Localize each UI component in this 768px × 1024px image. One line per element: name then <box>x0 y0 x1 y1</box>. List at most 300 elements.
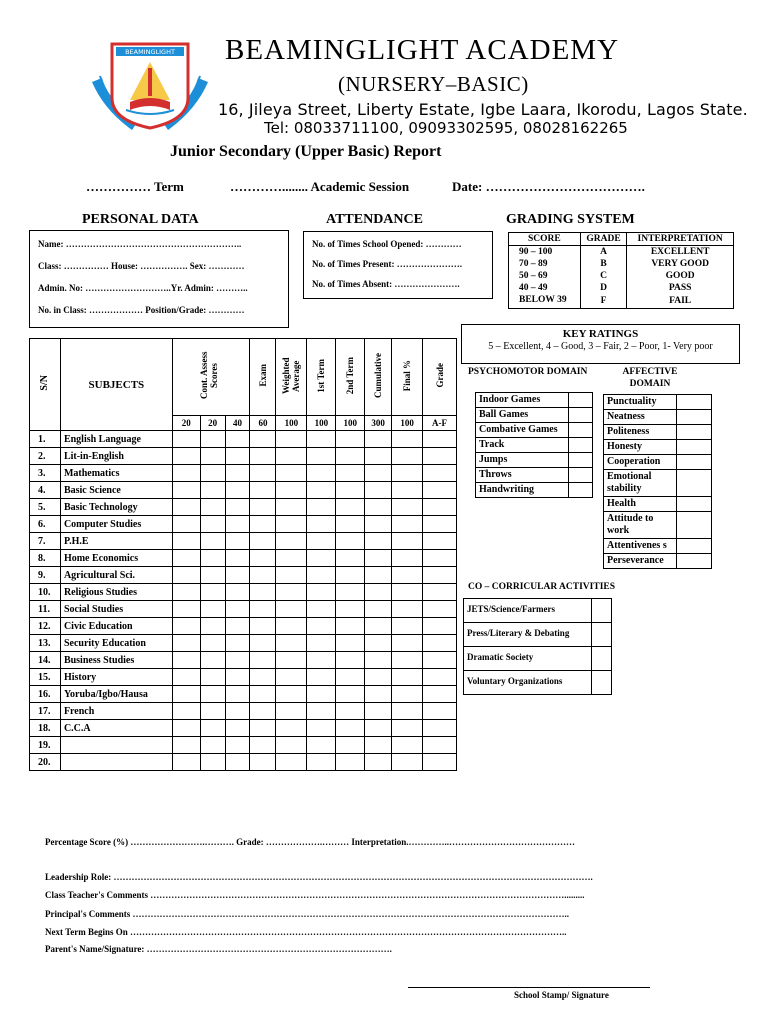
score-cell[interactable] <box>200 567 225 584</box>
affective-row <box>604 512 712 539</box>
score-cell[interactable] <box>423 465 457 482</box>
psychomotor-row <box>476 408 593 423</box>
exam-header-cell <box>250 339 276 416</box>
score-cell[interactable] <box>392 550 423 567</box>
score-cell[interactable] <box>225 686 250 703</box>
subject-name: Social Studies <box>60 601 172 618</box>
score-cell[interactable] <box>276 754 307 771</box>
score-cell[interactable] <box>225 499 250 516</box>
score-cell[interactable] <box>336 720 365 737</box>
score-cell[interactable] <box>225 601 250 618</box>
score-cell[interactable] <box>250 499 276 516</box>
score-cell[interactable] <box>365 669 392 686</box>
subject-name: Business Studies <box>60 652 172 669</box>
cocurricular-title: CO – CORRICULAR ACTIVITIES <box>468 582 616 592</box>
principal-comments-field[interactable]: Principal's Comments ……………………………………………………………………………………………………………………………….. <box>45 909 569 919</box>
name-field[interactable]: Name: ………………………………………………….. <box>38 239 242 249</box>
score-cell[interactable] <box>172 618 200 635</box>
score-cell[interactable] <box>307 720 336 737</box>
score-cell[interactable] <box>336 754 365 771</box>
score-cell[interactable] <box>200 448 225 465</box>
score-cell[interactable] <box>172 686 200 703</box>
score-cell[interactable] <box>307 533 336 550</box>
subject-sn: 16. <box>30 686 61 703</box>
grading-grade: C <box>580 270 627 282</box>
grading-header-score: SCORE <box>509 233 581 246</box>
subject-row <box>30 567 457 584</box>
score-cell[interactable] <box>172 720 200 737</box>
score-cell[interactable] <box>365 720 392 737</box>
affective-label: Politeness <box>604 425 677 440</box>
score-cell[interactable] <box>276 533 307 550</box>
psychomotor-title: PSYCHOMOTOR DOMAIN <box>468 367 588 377</box>
subject-row <box>30 448 457 465</box>
score-cell[interactable] <box>250 601 276 618</box>
score-cell[interactable] <box>336 448 365 465</box>
score-cell[interactable] <box>250 737 276 754</box>
score-cell[interactable] <box>250 465 276 482</box>
score-cell[interactable] <box>250 431 276 448</box>
score-cell[interactable] <box>336 431 365 448</box>
affective-rating-cell[interactable] <box>676 539 711 554</box>
score-cell[interactable] <box>200 482 225 499</box>
score-cell[interactable] <box>250 686 276 703</box>
score-cell[interactable] <box>250 635 276 652</box>
score-cell[interactable] <box>250 618 276 635</box>
affective-rating-cell[interactable] <box>676 440 711 455</box>
score-cell[interactable] <box>200 601 225 618</box>
score-cell[interactable] <box>225 618 250 635</box>
subject-sn: 8. <box>30 550 61 567</box>
score-cell[interactable] <box>392 533 423 550</box>
score-cell[interactable] <box>276 567 307 584</box>
subject-name: Yoruba/Igbo/Hausa <box>60 686 172 703</box>
cocurricular-rating-cell[interactable] <box>592 671 612 695</box>
score-cell[interactable] <box>172 448 200 465</box>
grading-header-interpretation: INTERPRETATION <box>627 233 734 246</box>
score-cell[interactable] <box>392 516 423 533</box>
times-absent-field[interactable]: No. of Times Absent: …………………. <box>312 279 460 289</box>
score-cell[interactable] <box>225 584 250 601</box>
score-cell[interactable] <box>200 652 225 669</box>
max-score: 100 <box>276 416 307 431</box>
score-cell[interactable] <box>392 618 423 635</box>
affective-label: Attentivenes s <box>604 539 677 554</box>
score-cell[interactable] <box>307 737 336 754</box>
score-cell[interactable] <box>423 754 457 771</box>
score-cell[interactable] <box>307 448 336 465</box>
score-cell[interactable] <box>225 703 250 720</box>
score-cell[interactable] <box>225 448 250 465</box>
score-cell[interactable] <box>250 754 276 771</box>
affective-rating-cell[interactable] <box>676 395 711 410</box>
sn-header-cell <box>30 339 61 431</box>
score-cell[interactable] <box>365 686 392 703</box>
score-cell[interactable] <box>365 652 392 669</box>
admin-field[interactable]: Admin. No: ………………………..Yr. Admin: ……….. <box>38 283 248 293</box>
psychomotor-rating-cell[interactable] <box>569 483 593 498</box>
score-cell[interactable] <box>250 703 276 720</box>
score-cell[interactable] <box>172 703 200 720</box>
score-cell[interactable] <box>336 686 365 703</box>
score-cell[interactable] <box>392 499 423 516</box>
score-cell[interactable] <box>200 618 225 635</box>
score-cell[interactable] <box>336 499 365 516</box>
score-cell[interactable] <box>336 635 365 652</box>
score-cell[interactable] <box>250 482 276 499</box>
term-field[interactable]: …………… Term <box>86 179 184 194</box>
score-cell[interactable] <box>365 703 392 720</box>
score-cell[interactable] <box>225 669 250 686</box>
subject-sn: 20. <box>30 754 61 771</box>
score-cell[interactable] <box>307 686 336 703</box>
score-cell[interactable] <box>200 669 225 686</box>
score-cell[interactable] <box>392 669 423 686</box>
first-term-header: 1st Term <box>316 358 327 393</box>
score-cell[interactable] <box>200 499 225 516</box>
score-cell[interactable] <box>250 550 276 567</box>
score-cell[interactable] <box>250 448 276 465</box>
score-cell[interactable] <box>276 686 307 703</box>
subject-row <box>30 669 457 686</box>
score-cell[interactable] <box>172 601 200 618</box>
score-cell[interactable] <box>423 652 457 669</box>
school-phone: Tel: 08033711100, 09093302595, 08028162265 <box>264 119 628 137</box>
score-cell[interactable] <box>423 601 457 618</box>
svg-text:BEAMINGLIGHT: BEAMINGLIGHT <box>125 48 175 56</box>
score-cell[interactable] <box>276 618 307 635</box>
score-cell[interactable] <box>172 550 200 567</box>
psychomotor-rating-cell[interactable] <box>569 408 593 423</box>
max-score: 20 <box>172 416 200 431</box>
score-cell[interactable] <box>423 703 457 720</box>
score-cell[interactable] <box>365 448 392 465</box>
cocurricular-row <box>464 671 612 695</box>
score-cell[interactable] <box>423 635 457 652</box>
cocurricular-rating-cell[interactable] <box>592 647 612 671</box>
score-cell[interactable] <box>365 584 392 601</box>
score-cell[interactable] <box>200 516 225 533</box>
score-cell[interactable] <box>423 550 457 567</box>
score-cell[interactable] <box>276 448 307 465</box>
score-cell[interactable] <box>200 754 225 771</box>
score-cell[interactable] <box>172 465 200 482</box>
score-cell[interactable] <box>200 737 225 754</box>
grading-interpretation: EXCELLENT <box>627 246 734 259</box>
subject-row <box>30 754 457 771</box>
score-cell[interactable] <box>336 652 365 669</box>
grading-header-grade: GRADE <box>580 233 627 246</box>
percentage-score-field[interactable]: Percentage Score (%) …………………….………. Grade: ……………….……… Interpretation.…………..…………………………………… <box>45 837 575 847</box>
score-cell[interactable] <box>392 652 423 669</box>
score-cell[interactable] <box>365 431 392 448</box>
cocurricular-rating-cell[interactable] <box>592 599 612 623</box>
subject-sn: 10. <box>30 584 61 601</box>
score-cell[interactable] <box>172 584 200 601</box>
score-cell[interactable] <box>392 703 423 720</box>
score-cell[interactable] <box>307 652 336 669</box>
score-cell[interactable] <box>307 482 336 499</box>
score-cell[interactable] <box>250 567 276 584</box>
score-cell[interactable] <box>200 431 225 448</box>
score-cell[interactable] <box>172 754 200 771</box>
score-cell[interactable] <box>336 533 365 550</box>
score-cell[interactable] <box>307 635 336 652</box>
next-term-begins-field[interactable]: Next Term Begins On ……………………………………………………………………………………………………………………………….. <box>45 927 567 937</box>
cont-assess-header-cell <box>172 339 250 416</box>
score-cell[interactable] <box>225 635 250 652</box>
position-field[interactable]: No. in Class: ……………… Position/Grade: ………… <box>38 305 245 315</box>
score-cell[interactable] <box>423 499 457 516</box>
score-cell[interactable] <box>200 703 225 720</box>
psychomotor-rating-cell[interactable] <box>569 468 593 483</box>
score-cell[interactable] <box>276 652 307 669</box>
score-cell[interactable] <box>276 703 307 720</box>
subject-name: English Language <box>60 431 172 448</box>
score-cell[interactable] <box>365 482 392 499</box>
score-cell[interactable] <box>307 550 336 567</box>
affective-rating-cell[interactable] <box>676 455 711 470</box>
subject-row <box>30 516 457 533</box>
score-cell[interactable] <box>276 499 307 516</box>
score-cell[interactable] <box>225 567 250 584</box>
score-cell[interactable] <box>365 533 392 550</box>
score-cell[interactable] <box>276 720 307 737</box>
score-cell[interactable] <box>225 516 250 533</box>
max-score: 100 <box>307 416 336 431</box>
grading-grade: B <box>580 258 627 270</box>
parent-signature-field[interactable]: Parent's Name/Signature: ………………………………………………………………………. <box>45 944 392 954</box>
score-cell[interactable] <box>423 448 457 465</box>
score-cell[interactable] <box>392 431 423 448</box>
score-cell[interactable] <box>365 618 392 635</box>
score-cell[interactable] <box>225 533 250 550</box>
score-cell[interactable] <box>392 754 423 771</box>
score-cell[interactable] <box>225 737 250 754</box>
score-cell[interactable] <box>365 635 392 652</box>
psychomotor-rating-cell[interactable] <box>569 438 593 453</box>
score-cell[interactable] <box>250 720 276 737</box>
affective-row <box>604 455 712 470</box>
score-cell[interactable] <box>336 516 365 533</box>
academic-session-field[interactable]: …………........ Academic Session <box>230 179 410 194</box>
subject-sn: 14. <box>30 652 61 669</box>
psychomotor-row <box>476 453 593 468</box>
score-cell[interactable] <box>307 601 336 618</box>
grading-score: 40 – 49 <box>519 283 548 293</box>
score-cell[interactable] <box>336 567 365 584</box>
score-cell[interactable] <box>392 584 423 601</box>
score-cell[interactable] <box>276 669 307 686</box>
score-cell[interactable] <box>172 669 200 686</box>
score-cell[interactable] <box>423 516 457 533</box>
score-cell[interactable] <box>307 669 336 686</box>
score-cell[interactable] <box>336 550 365 567</box>
score-cell[interactable] <box>276 465 307 482</box>
score-cell[interactable] <box>307 703 336 720</box>
affective-rating-cell[interactable] <box>676 425 711 440</box>
subject-sn: 6. <box>30 516 61 533</box>
score-cell[interactable] <box>392 567 423 584</box>
score-cell[interactable] <box>336 618 365 635</box>
score-cell[interactable] <box>365 499 392 516</box>
score-cell[interactable] <box>336 601 365 618</box>
score-cell[interactable] <box>276 516 307 533</box>
affective-rating-cell[interactable] <box>676 410 711 425</box>
affective-rating-cell[interactable] <box>676 470 711 497</box>
max-score: 100 <box>336 416 365 431</box>
score-cell[interactable] <box>225 550 250 567</box>
score-cell[interactable] <box>336 584 365 601</box>
report-title: Junior Secondary (Upper Basic) Report <box>170 143 442 160</box>
score-cell[interactable] <box>423 669 457 686</box>
score-cell[interactable] <box>172 499 200 516</box>
score-cell[interactable] <box>172 482 200 499</box>
affective-rating-cell[interactable] <box>676 512 711 539</box>
score-cell[interactable] <box>423 584 457 601</box>
score-cell[interactable] <box>336 669 365 686</box>
score-cell[interactable] <box>250 669 276 686</box>
max-score: 40 <box>225 416 250 431</box>
cocurricular-label: Press/Literary & Debating <box>464 623 592 647</box>
score-cell[interactable] <box>423 482 457 499</box>
score-cell[interactable] <box>336 482 365 499</box>
score-cell[interactable] <box>392 601 423 618</box>
affective-row <box>604 410 712 425</box>
score-cell[interactable] <box>172 635 200 652</box>
score-cell[interactable] <box>365 465 392 482</box>
score-cell[interactable] <box>423 431 457 448</box>
score-cell[interactable] <box>365 567 392 584</box>
affective-row <box>604 470 712 497</box>
subject-name: Home Economics <box>60 550 172 567</box>
score-cell[interactable] <box>200 533 225 550</box>
score-cell[interactable] <box>276 584 307 601</box>
grading-interpretation: GOOD <box>627 270 734 282</box>
score-cell[interactable] <box>392 465 423 482</box>
score-cell[interactable] <box>336 737 365 754</box>
leadership-role-field[interactable]: Leadership Role: ……………………………………………………………………………………………………………………………………………. <box>45 872 593 882</box>
psychomotor-rating-cell[interactable] <box>569 393 593 408</box>
subject-sn: 18. <box>30 720 61 737</box>
psychomotor-rating-cell[interactable] <box>569 453 593 468</box>
score-cell[interactable] <box>250 652 276 669</box>
score-cell[interactable] <box>423 720 457 737</box>
score-cell[interactable] <box>307 754 336 771</box>
subject-row <box>30 652 457 669</box>
score-cell[interactable] <box>172 533 200 550</box>
subject-name <box>60 754 172 771</box>
score-cell[interactable] <box>225 652 250 669</box>
score-cell[interactable] <box>392 635 423 652</box>
score-cell[interactable] <box>276 601 307 618</box>
cocurricular-rating-cell[interactable] <box>592 623 612 647</box>
score-cell[interactable] <box>276 635 307 652</box>
affective-rating-cell[interactable] <box>676 497 711 512</box>
score-cell[interactable] <box>276 550 307 567</box>
score-cell[interactable] <box>250 516 276 533</box>
score-cell[interactable] <box>172 516 200 533</box>
subject-row <box>30 720 457 737</box>
score-cell[interactable] <box>200 635 225 652</box>
score-cell[interactable] <box>307 567 336 584</box>
score-cell[interactable] <box>200 465 225 482</box>
score-cell[interactable] <box>336 703 365 720</box>
grading-score: 70 – 89 <box>519 259 548 269</box>
score-cell[interactable] <box>225 465 250 482</box>
score-cell[interactable] <box>307 584 336 601</box>
score-cell[interactable] <box>307 516 336 533</box>
score-cell[interactable] <box>172 431 200 448</box>
score-cell[interactable] <box>365 516 392 533</box>
score-cell[interactable] <box>307 465 336 482</box>
score-cell[interactable] <box>423 567 457 584</box>
psychomotor-label: Indoor Games <box>476 393 569 408</box>
school-subtitle: (NURSERY–BASIC) <box>338 72 529 96</box>
score-cell[interactable] <box>423 533 457 550</box>
affective-label: Attitude to work <box>604 512 677 539</box>
psychomotor-row <box>476 393 593 408</box>
affective-rating-cell[interactable] <box>676 554 711 569</box>
grading-interpretation: FAIL <box>627 294 734 309</box>
score-cell[interactable] <box>365 754 392 771</box>
score-cell[interactable] <box>392 737 423 754</box>
date-field[interactable]: Date: ………………………………. <box>452 179 645 194</box>
times-opened-field[interactable]: No. of Times School Opened: ………… <box>312 239 462 249</box>
score-cell[interactable] <box>200 584 225 601</box>
score-cell[interactable] <box>225 720 250 737</box>
score-cell[interactable] <box>250 533 276 550</box>
score-cell[interactable] <box>172 737 200 754</box>
score-cell[interactable] <box>307 618 336 635</box>
score-cell[interactable] <box>336 465 365 482</box>
score-cell[interactable] <box>423 686 457 703</box>
score-cell[interactable] <box>200 720 225 737</box>
class-teacher-comments-field[interactable]: Class Teacher's Comments …………………………………………………………………………………………………………………………......... <box>45 890 585 900</box>
score-cell[interactable] <box>200 550 225 567</box>
score-cell[interactable] <box>250 584 276 601</box>
score-cell[interactable] <box>392 686 423 703</box>
score-cell[interactable] <box>392 448 423 465</box>
subject-name: Religious Studies <box>60 584 172 601</box>
score-cell[interactable] <box>365 737 392 754</box>
score-cell[interactable] <box>225 431 250 448</box>
score-cell[interactable] <box>423 737 457 754</box>
score-cell[interactable] <box>423 618 457 635</box>
score-cell[interactable] <box>307 431 336 448</box>
score-cell[interactable] <box>225 754 250 771</box>
psychomotor-label: Track <box>476 438 569 453</box>
score-cell[interactable] <box>392 482 423 499</box>
personal-data-box <box>29 230 289 328</box>
score-cell[interactable] <box>276 431 307 448</box>
score-cell[interactable] <box>392 720 423 737</box>
score-cell[interactable] <box>172 567 200 584</box>
score-cell[interactable] <box>365 601 392 618</box>
class-field[interactable]: Class: …………… House: ……………. Sex: ………… <box>38 261 245 271</box>
score-cell[interactable] <box>276 737 307 754</box>
subject-name: History <box>60 669 172 686</box>
score-cell[interactable] <box>365 550 392 567</box>
affective-row <box>604 554 712 569</box>
psychomotor-rating-cell[interactable] <box>569 423 593 438</box>
score-cell[interactable] <box>307 499 336 516</box>
score-cell[interactable] <box>225 482 250 499</box>
times-present-field[interactable]: No. of Times Present: …………………. <box>312 259 462 269</box>
score-cell[interactable] <box>172 652 200 669</box>
score-cell[interactable] <box>200 686 225 703</box>
score-cell[interactable] <box>276 482 307 499</box>
